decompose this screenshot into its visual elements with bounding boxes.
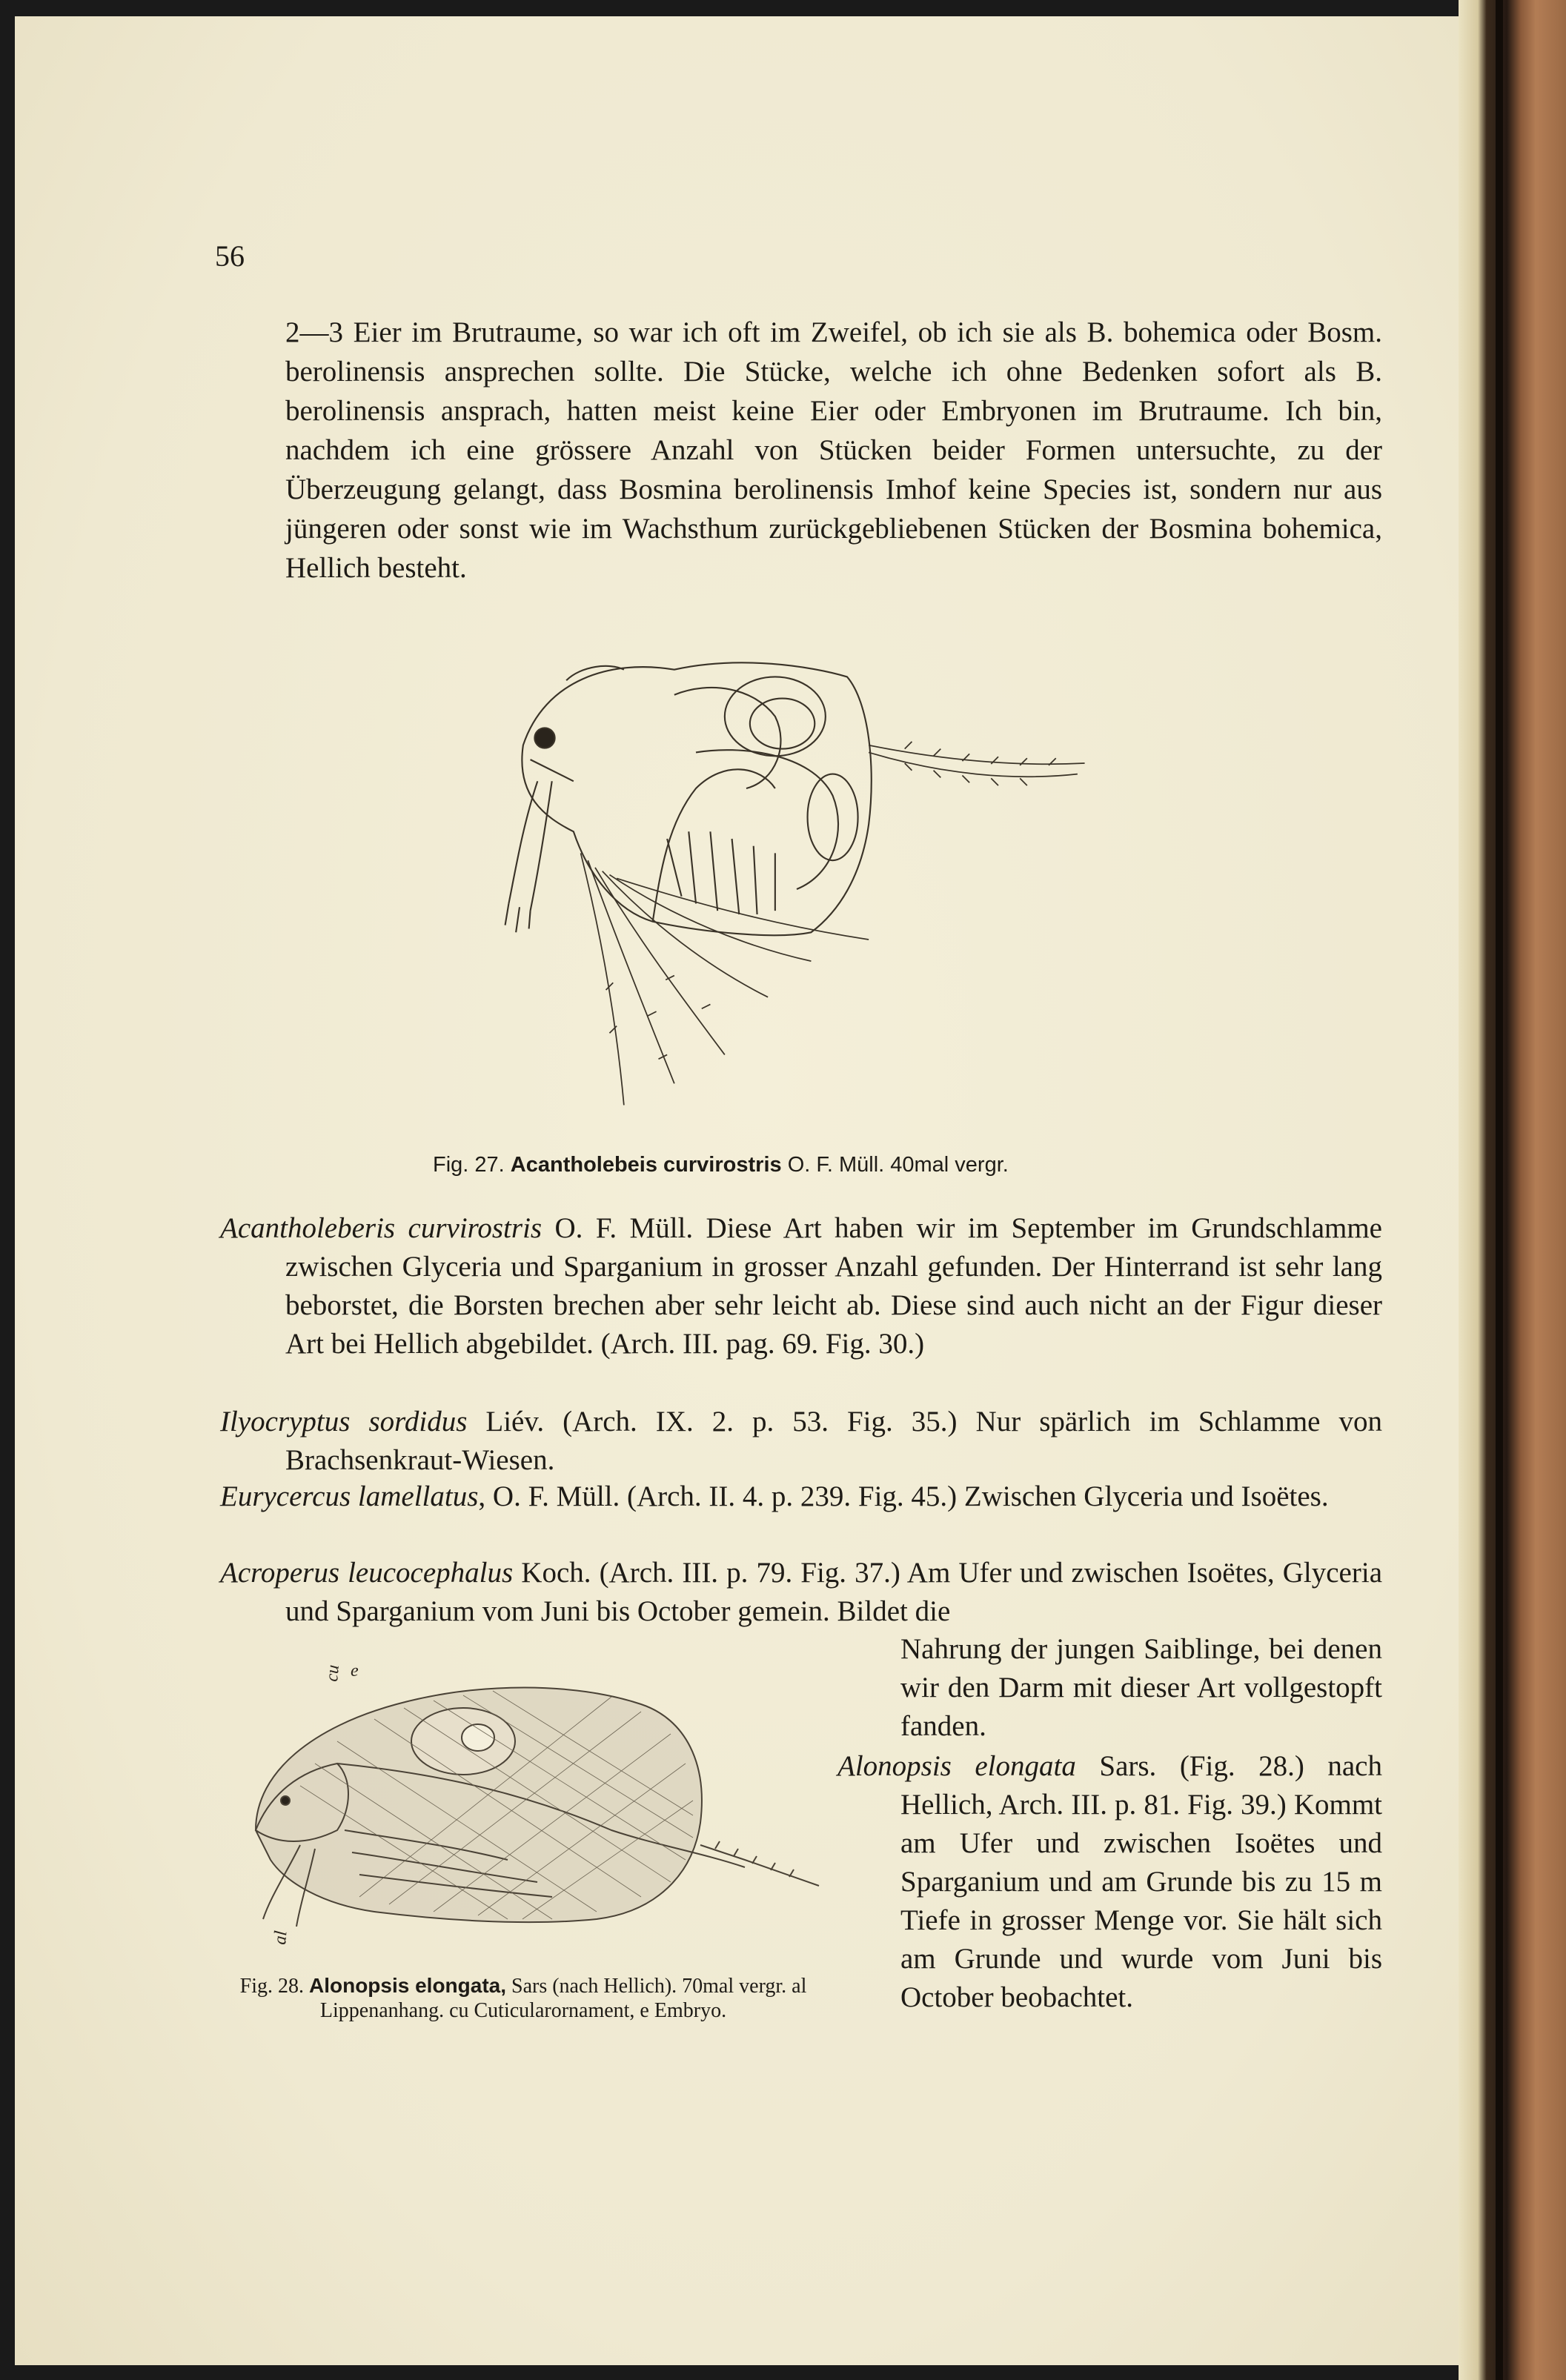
fig28-rest: Sars (nach Hellich). 70mal vergr. al Lippenanhang. cu Cuticularornament, e Embryo.	[319, 1975, 807, 2022]
entry-name: Ilyocryptus sordidus	[220, 1406, 468, 1437]
fig28-label-al: al	[271, 1929, 291, 1946]
entry-name: Alonopsis elongata	[837, 1750, 1076, 1782]
fig28-label: Fig. 28.	[239, 1975, 304, 1998]
entry-text: Koch. (Arch. III. p. 79. Fig. 37.) Am Ufer und zwischen Isoëtes, Glyceria und Sparganium vom Juni bis October gemein. Bildet die	[285, 1557, 1382, 1627]
entry-text: Sars. (Fig. 28.) nach Hellich, Arch. III. p. 81. Fig. 39.) Kommt am Ufer und zwischen Isoëtes und Sparganium und am Grunde bis zu 15 m Tiefe in grosser Menge vor. Sie hält sich am Grunde und wurde vom Juni bis October beobachtet.	[900, 1750, 1382, 2013]
opening-paragraph: 2—3 Eier im Brutraume, so war ich oft im Zweifel, ob ich sie als B. bohemica oder Bosm. berolinensis ansprechen sollte. Die Stücke, welche ich ohne Bedenken sofort als B. berolinensis ansprach, hatten meist keine Eier oder Embryonen im Brutraume. Ich bin, nachdem ich eine grössere Anzahl von Stücken beider Formen untersuchte, zu der Überzeugung gelangt, dass Bosmina berolinensis Imhof keine Species ist, sondern nur aus jüngeren oder sonst wie im Wachsthum zurückgebliebenen Stücken der Bosmina bohemica, Hellich besteht.	[285, 316, 1382, 584]
fig27-label: Fig. 27.	[433, 1153, 505, 1177]
fig28-species: Alonopsis elongata,	[308, 1974, 507, 1997]
entry-text: , O. F. Müll. (Arch. II. 4. p. 239. Fig. 45.) Zwischen Glyceria und Isoëtes.	[478, 1480, 1329, 1512]
entry-acroperus-continued: Nahrung der jungen Saiblinge, bei denen wir den Darm mit dieser Art vollgestopft fanden.	[900, 1633, 1382, 1742]
spine-edge	[1496, 0, 1503, 2380]
fig28-label-cu: cu	[322, 1663, 343, 1683]
figure-27-caption	[433, 1153, 1009, 1177]
book-spine	[1459, 0, 1566, 2380]
entry-name: Acantholeberis curvirostris	[220, 1212, 543, 1244]
entry-name: Eurycercus lamellatus	[220, 1480, 479, 1512]
figure-27-illustration	[415, 637, 1178, 1141]
fig28-label-e: e	[351, 1661, 359, 1681]
entry-ilyocryptus	[220, 1403, 1382, 1480]
entry-acantholeberis	[220, 1209, 1382, 1363]
fig28-body	[256, 1688, 819, 1927]
figure-28-caption	[227, 1973, 820, 2023]
fig27-species: Acantholebeis curvirostris	[510, 1153, 782, 1177]
fig27-rest: O. F. Müll. 40mal vergr.	[787, 1153, 1009, 1177]
entry-text: O. F. Müll. Diese Art haben wir im September im Grundschlamme zwischen Glyceria und Sparganium in grosser Anzahl gefunden. Der Hinterrand ist sehr lang beborstet, die Borsten brechen aber sehr leicht ab. Diese sind auch nicht an der Figur dieser Art bei Hellich abgebildet. (Arch. III. pag. 69. Fig. 30.)	[285, 1212, 1382, 1360]
page-number: 56	[215, 239, 245, 273]
entry-alonopsis	[837, 1747, 1382, 2017]
fig27-shell	[505, 662, 872, 935]
entry-eurycercus	[220, 1477, 1382, 1516]
figure-28-illustration	[222, 1660, 837, 1971]
entry-name: Acroperus leucocephalus	[220, 1557, 514, 1589]
entry-acroperus	[220, 1554, 1382, 1631]
entry-text: Liév. (Arch. IX. 2. p. 53. Fig. 35.) Nur spärlich im Schlamme von Brachsenkraut-Wiesen.	[285, 1406, 1382, 1476]
